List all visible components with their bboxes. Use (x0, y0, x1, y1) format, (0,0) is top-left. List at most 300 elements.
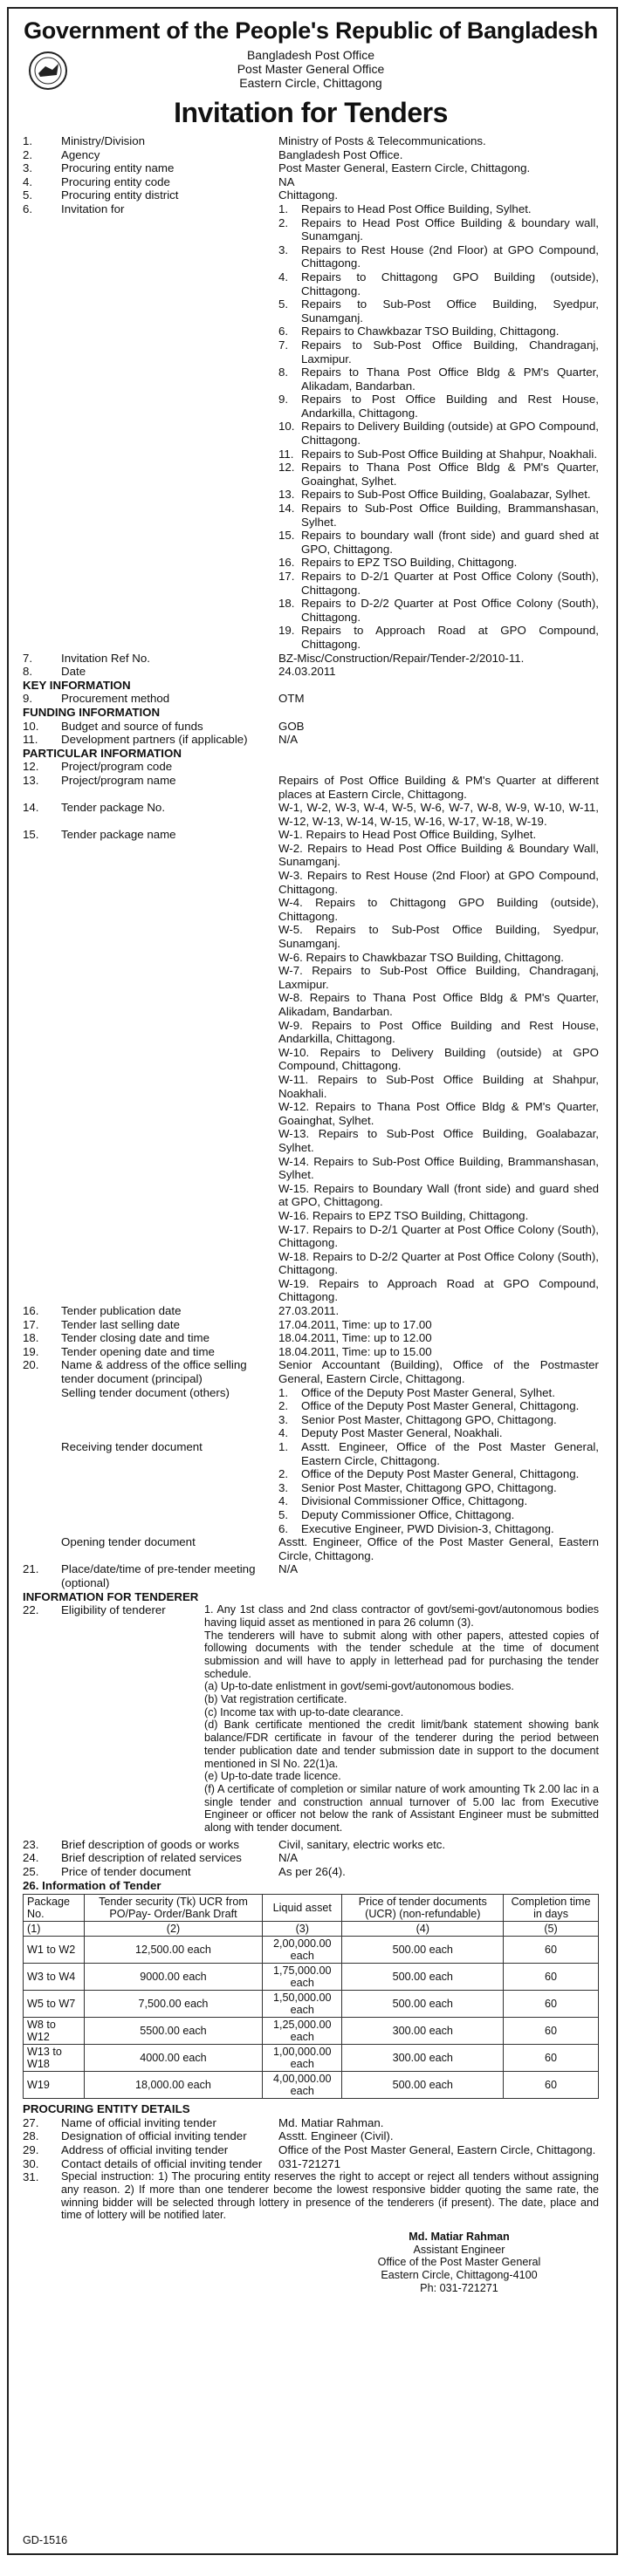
row-number: 12. (23, 760, 39, 774)
list-item (278, 624, 599, 651)
row-number: 25. (23, 1864, 39, 1878)
procuring-info (23, 2116, 599, 2170)
list-item-number: 5. (278, 1507, 289, 1521)
info-row (23, 1318, 599, 1332)
tenderer-info (23, 1838, 599, 1879)
funding-heading: FUNDING INFORMATION (23, 705, 161, 719)
info-row (23, 2143, 599, 2157)
row-value: N/A (278, 733, 299, 747)
table-row (24, 1937, 599, 1964)
table-colnum-row (24, 1922, 599, 1937)
procuring-heading: PROCURING ENTITY DETAILS (23, 2102, 190, 2116)
list-item-number: 4. (278, 1494, 289, 1508)
page-title: Invitation for Tenders (174, 97, 448, 128)
list-item-text: Repairs to Post Office Building and Rest House, Andarkilla, Chittagong. (301, 393, 599, 420)
row-value: N/A (278, 1851, 299, 1865)
info-row (23, 188, 599, 202)
list-item: W-14. Repairs to Sub-Post Office Building, Brammanshasan, Sylhet. (278, 1154, 599, 1182)
info-row (23, 1331, 599, 1345)
list-item (278, 1467, 599, 1481)
invitation-row (23, 202, 599, 652)
procurement-method-row (23, 692, 599, 706)
list-item (278, 325, 599, 338)
row-value: N/A (278, 1562, 299, 1576)
list-item-number: 8. (278, 366, 289, 379)
row-value: Ministry of Posts & Telecommunications. (278, 134, 486, 147)
list-item: W-19. Repairs to Approach Road at GPO Compound, Chittagong. (278, 1276, 599, 1304)
table-cell: 60 (504, 1991, 599, 2018)
list-item (278, 393, 599, 420)
list-item-number: 7. (278, 338, 289, 352)
row-value: Civil, sanitary, electric works etc. (278, 1837, 446, 1851)
list-item (278, 216, 599, 243)
table-cell: 5500.00 each (84, 2018, 262, 2045)
row-label: Brief description of related services (61, 1851, 242, 1865)
list-item-text: Repairs to D-2/2 Quarter at Post Office Colony (South), Chittagong. (301, 597, 599, 624)
column-header: Completion time in days (504, 1895, 599, 1922)
info-row (23, 175, 599, 189)
row-value: Asstt. Engineer (Civil). (278, 2129, 394, 2143)
row-number: 11. (23, 733, 38, 747)
row-number: 13. (23, 773, 39, 787)
list-item: W-8. Repairs to Thana Post Office Bldg & PM's Quarter, Alikadam, Bandarban. (278, 991, 599, 1018)
row-label: Name & address of the office selling tender document (principal) (61, 1358, 247, 1386)
list-item (278, 529, 599, 556)
table-cell: W19 (24, 2072, 85, 2099)
list-item-text: Deputy Commissioner Office, Chittagong. (301, 1507, 515, 1521)
eligibility-para: 1. Any 1st class and 2nd class contractor of govt/semi-govt/autonomous bodies having liquid asset as mentioned in para 26 column (3). (204, 1603, 599, 1629)
row-label: Receiving tender document (61, 1440, 203, 1453)
government-heading: Government of the People's Republic of Bangladesh (24, 17, 598, 44)
list-item-text: Executive Engineer, PWD Division-3, Chittagong. (301, 1521, 554, 1535)
signatory-line: Office of the Post Master General (377, 2256, 541, 2269)
list-item-number: 3. (278, 243, 289, 256)
row-number: 28. (23, 2129, 39, 2143)
row-value (278, 760, 599, 774)
table-cell: 60 (504, 1937, 599, 1964)
list-item-number: 16. (278, 556, 295, 570)
list-item (278, 420, 599, 447)
row-number: 6. (23, 202, 33, 215)
row-number: 27. (23, 2115, 39, 2129)
tender-notice (7, 7, 618, 2555)
particular-info (23, 760, 599, 828)
list-item-text: Repairs to Sub-Post Office Building, Brammanshasan, Sylhet. (301, 502, 599, 529)
table-cell: 1,50,000.00 each (263, 1991, 342, 2018)
list-item-number: 4. (278, 1426, 289, 1440)
row-label: Name of official inviting tender (61, 2115, 216, 2129)
row-value: 18.04.2011, Time: up to 12.00 (278, 1331, 432, 1345)
bangladesh-post-logo-icon (28, 51, 68, 91)
list-item (278, 461, 599, 488)
table-cell: 300.00 each (342, 2018, 504, 2045)
row-label: Tender package name (61, 828, 176, 842)
list-item-text: Repairs to Sub-Post Office Building, Syedpur, Sunamganj. (301, 297, 599, 325)
row-value: 031-721271 (278, 2156, 340, 2170)
list-item-text: Repairs to boundary wall (front side) and guard shed at GPO, Chittagong. (301, 529, 599, 556)
row-number: 18. (23, 1331, 39, 1345)
package-list (278, 828, 599, 1304)
list-item: W-18. Repairs to D-2/2 Quarter at Post Office Colony (South), Chittagong. (278, 1249, 599, 1277)
special-instruction-row (23, 2170, 599, 2222)
column-number: (2) (84, 1922, 262, 1937)
table-cell: 500.00 each (342, 1964, 504, 1991)
row-number: 8. (23, 665, 33, 679)
row-label: Tender last selling date (61, 1317, 181, 1331)
column-header: Tender security (Tk) UCR from PO/Pay- Order/Bank Draft (84, 1895, 262, 1922)
row-value: Repairs of Post Office Building & PM's Quarter at different places at Eastern Circle, Chittagong. (278, 773, 599, 801)
signatory-name: Md. Matiar Rahman (409, 2230, 510, 2243)
row-label: Procuring entity district (61, 188, 179, 202)
row-value: Post Master General, Eastern Circle, Chittagong. (278, 161, 531, 175)
list-item-text: Repairs to Rest House (2nd Floor) at GPO Compound, Chittagong. (301, 243, 599, 270)
table-row (24, 2018, 599, 2045)
receiving-list (278, 1440, 599, 1535)
row-number: 17. (23, 1317, 39, 1331)
signatory-line: Assistant Engineer (413, 2243, 505, 2256)
row-label: Tender opening date and time (61, 1344, 215, 1358)
table-cell: 300.00 each (342, 2045, 504, 2072)
row-number: 31. (23, 2170, 39, 2184)
row-number: 23. (23, 1837, 39, 1851)
selling-row (23, 1386, 599, 1440)
row-number: 14. (23, 801, 39, 815)
list-item: W-7. Repairs to Sub-Post Office Building, Chandraganj, Laxmipur. (278, 964, 599, 991)
list-item-text: Repairs to Thana Post Office Bldg & PM's Quarter, Alikadam, Bandarban. (301, 366, 599, 393)
table-cell: 500.00 each (342, 2072, 504, 2099)
list-item (278, 202, 599, 216)
tender-table-title: 26. Information of Tender (23, 1878, 161, 1892)
office-line: Eastern Circle, Chittagong (239, 76, 382, 90)
row-number: 2. (23, 147, 33, 161)
list-item (278, 1494, 599, 1508)
info-row (23, 720, 599, 734)
row-label: Price of tender document (61, 1864, 191, 1878)
info-row (23, 1304, 599, 1318)
list-item-text: Repairs to Sub-Post Office Building, Chandraganj, Laxmipur. (301, 338, 599, 366)
list-item: W-16. Repairs to EPZ TSO Building, Chittagong. (278, 1208, 529, 1222)
table-row (24, 2072, 599, 2099)
list-item-text: Repairs to Approach Road at GPO Compound, Chittagong. (301, 624, 599, 651)
list-item-number: 1. (278, 202, 289, 215)
table-cell: 12,500.00 each (84, 1937, 262, 1964)
row-value: BZ-Misc/Construction/Repair/Tender-2/2010-11. (278, 651, 525, 665)
info-row (23, 665, 599, 679)
particular-heading: PARTICULAR INFORMATION (23, 746, 182, 760)
list-item (278, 502, 599, 529)
list-item (278, 1413, 599, 1427)
row-value: OTM (278, 692, 305, 706)
list-item (278, 243, 599, 270)
row-label: Tender package No. (61, 801, 166, 815)
row-number: 4. (23, 174, 33, 188)
table-cell: 60 (504, 1964, 599, 1991)
list-item (278, 1440, 599, 1467)
table-cell: 4,00,000.00 each (263, 2072, 342, 2099)
info-row (23, 1851, 599, 1865)
tender-table (23, 1894, 599, 2099)
list-item (278, 1481, 599, 1495)
info-row (23, 733, 599, 747)
row-label: Address of official inviting tender (61, 2142, 229, 2156)
list-item: W-3. Repairs to Rest House (2nd Floor) at GPO Compound, Chittagong. (278, 869, 599, 896)
row-value: Senior Accountant (Building), Office of the Postmaster General, Eastern Circle, Chittagong. (278, 1358, 599, 1386)
row-number: 22. (23, 1603, 39, 1617)
list-item: (c) Income tax with up-to-date clearance. (204, 1705, 404, 1718)
list-item-text: Repairs to Delivery Building (outside) at GPO Compound, Chittagong. (301, 420, 599, 448)
list-item-number: 15. (278, 529, 295, 543)
column-header: Price of tender documents (UCR) (non-refundable) (342, 1895, 504, 1922)
signature-block (319, 2231, 599, 2295)
selling-list (278, 1386, 599, 1440)
footer-code: GD-1516 (23, 2534, 68, 2546)
office-row (23, 1358, 599, 1385)
package-name-row (23, 828, 599, 1304)
row-number: 16. (23, 1304, 39, 1318)
eligibility-list (204, 1680, 599, 1834)
receiving-row (23, 1440, 599, 1535)
row-label: Designation of official inviting tender (61, 2129, 247, 2143)
info-row (23, 161, 599, 175)
info-row (23, 1865, 599, 1879)
list-item: (d) Bank certificate mentioned the credit limit/bank statement showing bank balance/FDR certificate in favour of the tenderer during the period between tender publication date and tender submission date in support to the document mentioned in Sl No. 22(1)a. (204, 1718, 599, 1770)
office-lines (23, 48, 599, 90)
signatory-line: Eastern Circle, Chittagong-4100 (381, 2269, 538, 2282)
list-item (278, 1508, 599, 1522)
table-header-row (24, 1895, 599, 1922)
info-row (23, 652, 599, 666)
row-value: NA (278, 174, 295, 188)
list-item-text: Office of the Deputy Post Master General, Chittagong. (301, 1467, 580, 1481)
tenderer-heading: INFORMATION FOR TENDERER (23, 1589, 199, 1603)
table-cell: W13 to W18 (24, 2045, 85, 2072)
row-label: Opening tender document (61, 1535, 196, 1549)
info-row (23, 801, 599, 828)
list-item: W-11. Repairs to Sub-Post Office Building at Shahpur, Noakhali. (278, 1072, 599, 1100)
list-item: W-17. Repairs to D-2/1 Quarter at Post Office Colony (South), Chittagong. (278, 1222, 599, 1250)
table-body (24, 1937, 599, 2099)
list-item-number: 11. (278, 447, 294, 461)
table-cell: 1,75,000.00 each (263, 1964, 342, 1991)
list-item-number: 4. (278, 270, 289, 284)
list-item (278, 570, 599, 597)
list-item-text: Deputy Post Master General, Noakhali. (301, 1426, 503, 1440)
eligibility-para: The tenderers will have to submit along with other papers, attested copies of following documents with the tender schedule at the time of document submission and will have to apply in letterhead pad for purchasing the tender schedule. (204, 1629, 599, 1680)
row-number: 1. (23, 134, 33, 147)
row-number: 7. (23, 651, 33, 665)
row-value: 18.04.2011, Time: up to 15.00 (278, 1344, 432, 1358)
info-row (23, 774, 599, 801)
list-item-number: 17. (278, 570, 295, 583)
row-label: Place/date/time of pre-tender meeting (optional) (61, 1562, 256, 1589)
row-label: Eligibility of tenderer (61, 1603, 166, 1617)
column-header: Package No. (24, 1895, 85, 1922)
row-number: 15. (23, 828, 39, 842)
table-row (24, 1964, 599, 1991)
list-item-number: 3. (278, 1412, 289, 1426)
list-item: W-9. Repairs to Post Office Building and Rest House, Andarkilla, Chittagong. (278, 1018, 599, 1046)
basic-info (23, 134, 599, 202)
row-label: Date (61, 665, 86, 679)
list-item (278, 1399, 599, 1413)
info-row (23, 2116, 599, 2130)
table-cell: 500.00 each (342, 1937, 504, 1964)
row-label: Procuring entity name (61, 161, 175, 175)
column-number: (4) (342, 1922, 504, 1937)
info-row (23, 1838, 599, 1852)
row-number: 20. (23, 1358, 39, 1372)
row-value: 17.04.2011, Time: up to 17.00 (278, 1317, 432, 1331)
prebid-row (23, 1562, 599, 1589)
list-item: W-10. Repairs to Delivery Building (outside) at GPO Compound, Chittagong. (278, 1045, 599, 1073)
row-label: Invitation for (61, 202, 125, 215)
list-item-number: 18. (278, 597, 295, 611)
table-cell: W3 to W4 (24, 1964, 85, 1991)
row-value: 24.03.2011 (278, 665, 336, 679)
table-cell: 9000.00 each (84, 1964, 262, 1991)
row-number: 30. (23, 2156, 39, 2170)
list-item-text: Repairs to Thana Post Office Bldg & PM's Quarter, Goainghat, Sylhet. (301, 461, 599, 488)
table-row (24, 2045, 599, 2072)
key-info-heading: KEY INFORMATION (23, 678, 131, 692)
list-item (278, 597, 599, 624)
eligibility-text (204, 1603, 599, 1835)
row-label: Tender publication date (61, 1304, 182, 1318)
row-value: Chittagong. (278, 188, 339, 202)
funding-info (23, 720, 599, 747)
list-item-text: Repairs to Head Post Office Building & boundary wall, Sunamganj. (301, 215, 599, 243)
row-value: W-1, W-2, W-3, W-4, W-5, W-6, W-7, W-8, W-9, W-10, W-11, W-12, W-13, W-14, W-15, W-16, W-17, W-18, W-19. (278, 801, 599, 828)
table-cell: 60 (504, 2018, 599, 2045)
row-label: Invitation Ref No. (61, 651, 150, 665)
special-instruction: Special instruction: 1) The procuring entity reserves the right to accept or reject all tenders without assigning any reason. 2) If more than one tenderer become the lowest responsive bidder quoting the same rate, the winning bidder will be selected through lottery in presence of the tenderers (if present). The date, place and time of lottery will be notified later. (61, 2170, 599, 2222)
office-line: Bangladesh Post Office (246, 48, 375, 62)
row-value: GOB (278, 719, 305, 733)
list-item (278, 270, 599, 297)
list-item-number: 14. (278, 502, 295, 516)
list-item-number: 1. (278, 1440, 289, 1453)
table-cell: 2,00,000.00 each (263, 1937, 342, 1964)
row-label: Procuring entity code (61, 174, 170, 188)
column-number: (5) (504, 1922, 599, 1937)
signatory-line: Ph: 031-721271 (420, 2281, 498, 2294)
list-item-number: 2. (278, 1399, 289, 1413)
list-item-number: 6. (278, 1521, 289, 1535)
office-line: Post Master General Office (237, 62, 385, 76)
row-number: 29. (23, 2142, 39, 2156)
list-item: W-5. Repairs to Sub-Post Office Building, Syedpur, Sunamganj. (278, 923, 599, 951)
list-item-text: Senior Post Master, Chittagong GPO, Chittagong. (301, 1480, 557, 1494)
table-cell: 1,25,000.00 each (263, 2018, 342, 2045)
list-item (278, 338, 599, 366)
row-number: 10. (23, 719, 39, 733)
list-item (278, 488, 599, 502)
list-item-text: Divisional Commissioner Office, Chittagong. (301, 1494, 528, 1508)
table-cell: 60 (504, 2045, 599, 2072)
list-item: W-4. Repairs to Chittagong GPO Building (outside), Chittagong. (278, 896, 599, 923)
list-item-number: 1. (278, 1385, 289, 1399)
info-row (23, 2129, 599, 2143)
table-cell: 1,00,000.00 each (263, 2045, 342, 2072)
list-item-number: 6. (278, 325, 289, 338)
list-item-text: Repairs to Head Post Office Building, Sylhet. (301, 202, 532, 215)
row-label: Budget and source of funds (61, 719, 203, 733)
list-item: W-13. Repairs to Sub-Post Office Building, Goalabazar, Sylhet. (278, 1127, 599, 1154)
list-item (278, 1522, 599, 1536)
list-item: (f) A certificate of completion or similar nature of work amounting Tk 2.00 lac in a single tender and construction annual turnover of 5.00 lac from Executive Engineer or officer not below the rank of Assistant Engineer must be submitted along with tender document. (204, 1782, 599, 1835)
table-cell: W5 to W7 (24, 1991, 85, 2018)
row-number: 21. (23, 1562, 39, 1576)
list-item-number: 3. (278, 1480, 289, 1494)
list-item: W-1. Repairs to Head Post Office Building, Sylhet. (278, 828, 537, 842)
list-item (278, 297, 599, 325)
list-item-text: Repairs to Chittagong GPO Building (outside), Chittagong. (301, 270, 599, 297)
info-row (23, 148, 599, 162)
row-number: 5. (23, 188, 33, 202)
table-cell: 18,000.00 each (84, 2072, 262, 2099)
list-item-number: 13. (278, 488, 295, 502)
info-row (23, 134, 599, 148)
row-label: Contact details of official inviting tender (61, 2156, 263, 2170)
row-number: 3. (23, 161, 33, 175)
list-item-number: 5. (278, 297, 289, 311)
column-header: Liquid asset (263, 1895, 342, 1922)
list-item: W-12. Repairs to Thana Post Office Bldg & PM's Quarter, Goainghat, Sylhet. (278, 1100, 599, 1127)
list-item-text: Office of the Deputy Post Master General, Chittagong. (301, 1399, 580, 1413)
row-label: Ministry/Division (61, 134, 146, 147)
row-label: Development partners (if applicable) (61, 733, 248, 747)
list-item: W-6. Repairs to Chawkbazar TSO Building, Chittagong. (278, 950, 564, 964)
table-cell: 4000.00 each (84, 2045, 262, 2072)
list-item-text: Repairs to EPZ TSO Building, Chittagong. (301, 556, 518, 570)
invitation-list (278, 202, 599, 652)
row-number: 9. (23, 692, 33, 706)
list-item-text: Repairs to Sub-Post Office Building at Shahpur, Noakhali. (301, 447, 598, 461)
row-label: Project/program name (61, 773, 176, 787)
info-row (23, 2157, 599, 2171)
opening-row (23, 1535, 599, 1562)
list-item (278, 366, 599, 393)
row-label: Selling tender document (others) (61, 1385, 230, 1399)
row-number: 19. (23, 1344, 39, 1358)
list-item (278, 1386, 599, 1400)
list-item-number: 10. (278, 420, 295, 434)
column-number: (1) (24, 1922, 85, 1937)
row-value: Bangladesh Post Office. (278, 147, 403, 161)
row-value: Office of the Post Master General, Eastern Circle, Chittagong. (278, 2142, 596, 2156)
row-value: As per 26(4). (278, 1864, 346, 1878)
list-item-text: Asstt. Engineer, Office of the Post Master General, Eastern Circle, Chittagong. (301, 1440, 599, 1467)
list-item-number: 9. (278, 393, 289, 407)
reference-info (23, 652, 599, 679)
list-item (278, 448, 599, 461)
list-item-number: 2. (278, 1467, 289, 1481)
list-item-text: Repairs to D-2/1 Quarter at Post Office Colony (South), Chittagong. (301, 570, 599, 597)
row-value: 27.03.2011. (278, 1304, 340, 1318)
list-item-text: Repairs to Sub-Post Office Building, Goalabazar, Sylhet. (301, 488, 591, 502)
table-cell: 500.00 each (342, 1991, 504, 2018)
tender-dates (23, 1304, 599, 1358)
list-item-text: Senior Post Master, Chittagong GPO, Chittagong. (301, 1412, 557, 1426)
list-item-text: Office of the Deputy Post Master General, Sylhet. (301, 1385, 555, 1399)
row-label: Agency (61, 147, 100, 161)
row-label: Brief description of goods or works (61, 1837, 239, 1851)
row-value: Md. Matiar Rahman. (278, 2115, 384, 2129)
list-item: (b) Vat registration certificate. (204, 1693, 347, 1706)
row-label: Project/program code (61, 760, 173, 774)
list-item (278, 556, 599, 570)
list-item-number: 2. (278, 215, 289, 229)
